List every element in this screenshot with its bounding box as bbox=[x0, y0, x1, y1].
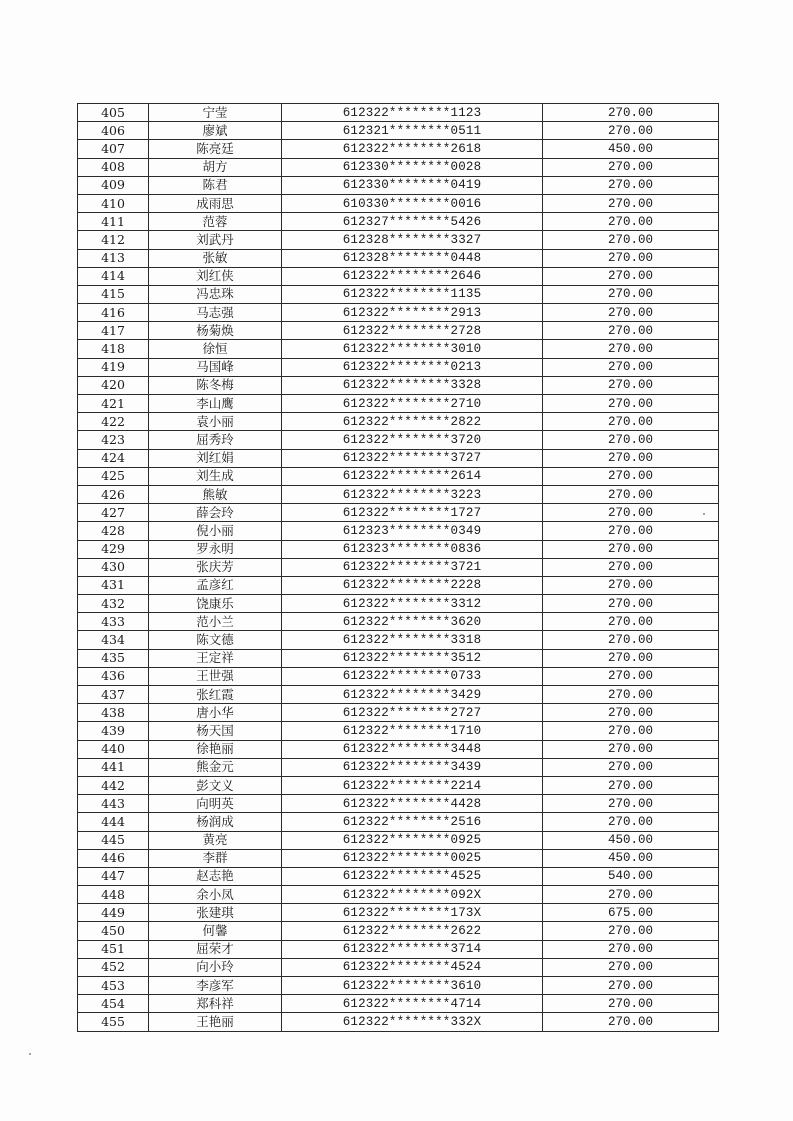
id-number-cell: 612321********0511 bbox=[282, 122, 543, 140]
name-cell: 刘武丹 bbox=[149, 231, 282, 249]
amount-cell: 675.00 bbox=[543, 904, 719, 922]
name-cell: 李群 bbox=[149, 849, 282, 867]
id-number-cell: 612322********173X bbox=[282, 904, 543, 922]
amount-cell: 450.00 bbox=[543, 849, 719, 867]
id-number-cell: 612322********3448 bbox=[282, 740, 543, 758]
amount-cell: 450.00 bbox=[543, 140, 719, 158]
row-number-cell: 424 bbox=[78, 449, 149, 467]
name-cell: 范蓉 bbox=[149, 213, 282, 231]
amount-cell: 270.00 bbox=[543, 813, 719, 831]
name-cell: 王艳丽 bbox=[149, 1013, 282, 1031]
row-number-cell: 455 bbox=[78, 1013, 149, 1031]
id-number-cell: 612322********0025 bbox=[282, 849, 543, 867]
table-row bbox=[78, 831, 719, 849]
name-cell: 张红霞 bbox=[149, 686, 282, 704]
id-number-cell: 612322********2228 bbox=[282, 576, 543, 594]
row-number-cell: 453 bbox=[78, 977, 149, 995]
name-cell: 胡方 bbox=[149, 158, 282, 176]
table-row bbox=[78, 358, 719, 376]
table-row bbox=[78, 740, 719, 758]
table-row bbox=[78, 631, 719, 649]
table-row bbox=[78, 940, 719, 958]
id-number-cell: 612322********2214 bbox=[282, 776, 543, 794]
amount-cell: 270.00 bbox=[543, 413, 719, 431]
name-cell: 冯忠珠 bbox=[149, 285, 282, 303]
table-row bbox=[78, 922, 719, 940]
name-cell: 杨菊焕 bbox=[149, 322, 282, 340]
row-number-cell: 425 bbox=[78, 467, 149, 485]
id-number-cell: 612322********092X bbox=[282, 886, 543, 904]
name-cell: 熊敏 bbox=[149, 485, 282, 503]
table-row bbox=[78, 558, 719, 576]
amount-cell: 270.00 bbox=[543, 194, 719, 212]
name-cell: 马国峰 bbox=[149, 358, 282, 376]
amount-cell: 270.00 bbox=[543, 576, 719, 594]
row-number-cell: 420 bbox=[78, 376, 149, 394]
id-number-cell: 612328********3327 bbox=[282, 231, 543, 249]
row-number-cell: 454 bbox=[78, 995, 149, 1013]
name-cell: 屈荣才 bbox=[149, 940, 282, 958]
table-row bbox=[78, 122, 719, 140]
name-cell: 薛会玲 bbox=[149, 504, 282, 522]
table-row bbox=[78, 340, 719, 358]
name-cell: 倪小丽 bbox=[149, 522, 282, 540]
table-row bbox=[78, 613, 719, 631]
row-number-cell: 409 bbox=[78, 176, 149, 194]
row-number-cell: 432 bbox=[78, 595, 149, 613]
row-number-cell: 440 bbox=[78, 740, 149, 758]
id-number-cell: 612322********2618 bbox=[282, 140, 543, 158]
amount-cell: 270.00 bbox=[543, 322, 719, 340]
row-number-cell: 446 bbox=[78, 849, 149, 867]
id-number-cell: 612322********3714 bbox=[282, 940, 543, 958]
amount-cell: 270.00 bbox=[543, 722, 719, 740]
row-number-cell: 426 bbox=[78, 485, 149, 503]
amount-cell: 270.00 bbox=[543, 995, 719, 1013]
id-number-cell: 612322********0733 bbox=[282, 667, 543, 685]
row-number-cell: 414 bbox=[78, 267, 149, 285]
table-row bbox=[78, 249, 719, 267]
name-cell: 赵志艳 bbox=[149, 867, 282, 885]
amount-cell: 540.00 bbox=[543, 867, 719, 885]
table-row bbox=[78, 467, 719, 485]
name-cell: 黄亮 bbox=[149, 831, 282, 849]
name-cell: 范小兰 bbox=[149, 613, 282, 631]
name-cell: 刘生成 bbox=[149, 467, 282, 485]
table-row bbox=[78, 904, 719, 922]
row-number-cell: 451 bbox=[78, 940, 149, 958]
row-number-cell: 422 bbox=[78, 413, 149, 431]
name-cell: 宁莹 bbox=[149, 104, 282, 122]
name-cell: 王世强 bbox=[149, 667, 282, 685]
id-number-cell: 612322********2728 bbox=[282, 322, 543, 340]
name-cell: 李山鹰 bbox=[149, 395, 282, 413]
amount-cell: 270.00 bbox=[543, 104, 719, 122]
id-number-cell: 612323********0836 bbox=[282, 540, 543, 558]
name-cell: 成雨思 bbox=[149, 194, 282, 212]
table-row bbox=[78, 977, 719, 995]
table-row bbox=[78, 686, 719, 704]
amount-cell: 270.00 bbox=[543, 467, 719, 485]
id-number-cell: 612322********4714 bbox=[282, 995, 543, 1013]
row-number-cell: 444 bbox=[78, 813, 149, 831]
amount-cell: 270.00 bbox=[543, 213, 719, 231]
name-cell: 王定祥 bbox=[149, 649, 282, 667]
table-row bbox=[78, 449, 719, 467]
table-row bbox=[78, 849, 719, 867]
amount-cell: 270.00 bbox=[543, 249, 719, 267]
name-cell: 陈文德 bbox=[149, 631, 282, 649]
id-number-cell: 612323********0349 bbox=[282, 522, 543, 540]
amount-cell: 270.00 bbox=[543, 886, 719, 904]
amount-cell: 270.00 bbox=[543, 522, 719, 540]
table-row bbox=[78, 886, 719, 904]
amount-cell: 270.00 bbox=[543, 267, 719, 285]
table-row bbox=[78, 776, 719, 794]
name-cell: 李彦军 bbox=[149, 977, 282, 995]
table-row bbox=[78, 504, 719, 522]
name-cell: 孟彦红 bbox=[149, 576, 282, 594]
amount-cell: 270.00 bbox=[543, 358, 719, 376]
id-number-cell: 612322********3429 bbox=[282, 686, 543, 704]
id-number-cell: 612330********0419 bbox=[282, 176, 543, 194]
name-cell: 张建琪 bbox=[149, 904, 282, 922]
table-row bbox=[78, 176, 719, 194]
table-row bbox=[78, 395, 719, 413]
row-number-cell: 417 bbox=[78, 322, 149, 340]
amount-cell: 270.00 bbox=[543, 395, 719, 413]
table-row bbox=[78, 813, 719, 831]
amount-cell: 270.00 bbox=[543, 231, 719, 249]
table-row bbox=[78, 431, 719, 449]
table-row bbox=[78, 867, 719, 885]
row-number-cell: 410 bbox=[78, 194, 149, 212]
amount-cell: 270.00 bbox=[543, 540, 719, 558]
table-row bbox=[78, 140, 719, 158]
row-number-cell: 447 bbox=[78, 867, 149, 885]
id-number-cell: 612322********2614 bbox=[282, 467, 543, 485]
name-cell: 陈冬梅 bbox=[149, 376, 282, 394]
row-number-cell: 436 bbox=[78, 667, 149, 685]
row-number-cell: 421 bbox=[78, 395, 149, 413]
roster-table bbox=[77, 103, 719, 1032]
row-number-cell: 415 bbox=[78, 285, 149, 303]
amount-cell: 270.00 bbox=[543, 340, 719, 358]
amount-cell: 270.00 bbox=[543, 649, 719, 667]
table-row bbox=[78, 722, 719, 740]
row-number-cell: 427 bbox=[78, 504, 149, 522]
name-cell: 彭文义 bbox=[149, 776, 282, 794]
id-number-cell: 610330********0016 bbox=[282, 194, 543, 212]
id-number-cell: 612322********2727 bbox=[282, 704, 543, 722]
id-number-cell: 612330********0028 bbox=[282, 158, 543, 176]
id-number-cell: 612322********2622 bbox=[282, 922, 543, 940]
table-row bbox=[78, 995, 719, 1013]
name-cell: 陈君 bbox=[149, 176, 282, 194]
id-number-cell: 612322********2646 bbox=[282, 267, 543, 285]
name-cell: 马志强 bbox=[149, 304, 282, 322]
name-cell: 陈亮廷 bbox=[149, 140, 282, 158]
name-cell: 饶康乐 bbox=[149, 595, 282, 613]
id-number-cell: 612322********2516 bbox=[282, 813, 543, 831]
id-number-cell: 612322********3328 bbox=[282, 376, 543, 394]
amount-cell: 270.00 bbox=[543, 158, 719, 176]
row-number-cell: 434 bbox=[78, 631, 149, 649]
table-row bbox=[78, 595, 719, 613]
amount-cell: 270.00 bbox=[543, 122, 719, 140]
id-number-cell: 612322********3720 bbox=[282, 431, 543, 449]
table-row bbox=[78, 285, 719, 303]
row-number-cell: 407 bbox=[78, 140, 149, 158]
amount-cell: 270.00 bbox=[543, 485, 719, 503]
name-cell: 罗永明 bbox=[149, 540, 282, 558]
table-row bbox=[78, 231, 719, 249]
id-number-cell: 612328********0448 bbox=[282, 249, 543, 267]
row-number-cell: 416 bbox=[78, 304, 149, 322]
table-row bbox=[78, 413, 719, 431]
name-cell: 刘红娟 bbox=[149, 449, 282, 467]
table-row bbox=[78, 795, 719, 813]
table-row bbox=[78, 958, 719, 976]
row-number-cell: 423 bbox=[78, 431, 149, 449]
row-number-cell: 449 bbox=[78, 904, 149, 922]
table-row bbox=[78, 322, 719, 340]
id-number-cell: 612322********4428 bbox=[282, 795, 543, 813]
row-number-cell: 405 bbox=[78, 104, 149, 122]
id-number-cell: 612322********3512 bbox=[282, 649, 543, 667]
name-cell: 张庆芳 bbox=[149, 558, 282, 576]
table-row bbox=[78, 158, 719, 176]
table-row bbox=[78, 104, 719, 122]
amount-cell: 270.00 bbox=[543, 704, 719, 722]
scan-speck bbox=[29, 1053, 31, 1055]
id-number-cell: 612322********332X bbox=[282, 1013, 543, 1031]
row-number-cell: 428 bbox=[78, 522, 149, 540]
row-number-cell: 441 bbox=[78, 758, 149, 776]
id-number-cell: 612322********4524 bbox=[282, 958, 543, 976]
table-row bbox=[78, 1013, 719, 1031]
table-row bbox=[78, 522, 719, 540]
amount-cell: 270.00 bbox=[543, 431, 719, 449]
amount-cell: 270.00 bbox=[543, 958, 719, 976]
id-number-cell: 612327********5426 bbox=[282, 213, 543, 231]
id-number-cell: 612322********4525 bbox=[282, 867, 543, 885]
amount-cell: 270.00 bbox=[543, 940, 719, 958]
name-cell: 张敏 bbox=[149, 249, 282, 267]
row-number-cell: 437 bbox=[78, 686, 149, 704]
id-number-cell: 612322********3620 bbox=[282, 613, 543, 631]
amount-cell: 270.00 bbox=[543, 631, 719, 649]
row-number-cell: 418 bbox=[78, 340, 149, 358]
row-number-cell: 430 bbox=[78, 558, 149, 576]
name-cell: 向小玲 bbox=[149, 958, 282, 976]
name-cell: 向明英 bbox=[149, 795, 282, 813]
table-row bbox=[78, 376, 719, 394]
amount-cell: 270.00 bbox=[543, 504, 719, 522]
row-number-cell: 406 bbox=[78, 122, 149, 140]
row-number-cell: 413 bbox=[78, 249, 149, 267]
amount-cell: 270.00 bbox=[543, 304, 719, 322]
row-number-cell: 429 bbox=[78, 540, 149, 558]
name-cell: 余小凤 bbox=[149, 886, 282, 904]
row-number-cell: 412 bbox=[78, 231, 149, 249]
name-cell: 廖斌 bbox=[149, 122, 282, 140]
row-number-cell: 443 bbox=[78, 795, 149, 813]
id-number-cell: 612322********0213 bbox=[282, 358, 543, 376]
table-row bbox=[78, 667, 719, 685]
amount-cell: 270.00 bbox=[543, 558, 719, 576]
amount-cell: 270.00 bbox=[543, 686, 719, 704]
row-number-cell: 419 bbox=[78, 358, 149, 376]
name-cell: 徐艳丽 bbox=[149, 740, 282, 758]
table-row bbox=[78, 758, 719, 776]
amount-cell: 270.00 bbox=[543, 795, 719, 813]
name-cell: 屈秀玲 bbox=[149, 431, 282, 449]
amount-cell: 270.00 bbox=[543, 595, 719, 613]
id-number-cell: 612322********2913 bbox=[282, 304, 543, 322]
row-number-cell: 433 bbox=[78, 613, 149, 631]
id-number-cell: 612322********1135 bbox=[282, 285, 543, 303]
name-cell: 刘红侠 bbox=[149, 267, 282, 285]
row-number-cell: 438 bbox=[78, 704, 149, 722]
amount-cell: 270.00 bbox=[543, 613, 719, 631]
id-number-cell: 612322********3721 bbox=[282, 558, 543, 576]
row-number-cell: 408 bbox=[78, 158, 149, 176]
table-row bbox=[78, 649, 719, 667]
table-row bbox=[78, 576, 719, 594]
row-number-cell: 439 bbox=[78, 722, 149, 740]
id-number-cell: 612322********3223 bbox=[282, 485, 543, 503]
row-number-cell: 452 bbox=[78, 958, 149, 976]
name-cell: 袁小丽 bbox=[149, 413, 282, 431]
row-number-cell: 431 bbox=[78, 576, 149, 594]
amount-cell: 270.00 bbox=[543, 1013, 719, 1031]
name-cell: 唐小华 bbox=[149, 704, 282, 722]
id-number-cell: 612322********0925 bbox=[282, 831, 543, 849]
name-cell: 何馨 bbox=[149, 922, 282, 940]
table-row bbox=[78, 540, 719, 558]
id-number-cell: 612322********2710 bbox=[282, 395, 543, 413]
roster-body bbox=[78, 104, 719, 1032]
amount-cell: 270.00 bbox=[543, 977, 719, 995]
amount-cell: 270.00 bbox=[543, 922, 719, 940]
row-number-cell: 450 bbox=[78, 922, 149, 940]
amount-cell: 270.00 bbox=[543, 376, 719, 394]
row-number-cell: 448 bbox=[78, 886, 149, 904]
table-row bbox=[78, 194, 719, 212]
amount-cell: 270.00 bbox=[543, 285, 719, 303]
id-number-cell: 612322********3010 bbox=[282, 340, 543, 358]
amount-cell: 450.00 bbox=[543, 831, 719, 849]
amount-cell: 270.00 bbox=[543, 449, 719, 467]
id-number-cell: 612322********3439 bbox=[282, 758, 543, 776]
id-number-cell: 612322********1123 bbox=[282, 104, 543, 122]
table-row bbox=[78, 485, 719, 503]
id-number-cell: 612322********2822 bbox=[282, 413, 543, 431]
id-number-cell: 612322********3312 bbox=[282, 595, 543, 613]
amount-cell: 270.00 bbox=[543, 667, 719, 685]
row-number-cell: 411 bbox=[78, 213, 149, 231]
name-cell: 杨天国 bbox=[149, 722, 282, 740]
name-cell: 熊金元 bbox=[149, 758, 282, 776]
name-cell: 徐恒 bbox=[149, 340, 282, 358]
table-row bbox=[78, 213, 719, 231]
table-row bbox=[78, 267, 719, 285]
amount-cell: 270.00 bbox=[543, 758, 719, 776]
row-number-cell: 442 bbox=[78, 776, 149, 794]
id-number-cell: 612322********1710 bbox=[282, 722, 543, 740]
scan-speck bbox=[703, 513, 705, 515]
amount-cell: 270.00 bbox=[543, 740, 719, 758]
id-number-cell: 612322********3318 bbox=[282, 631, 543, 649]
table-row bbox=[78, 704, 719, 722]
name-cell: 杨润成 bbox=[149, 813, 282, 831]
amount-cell: 270.00 bbox=[543, 776, 719, 794]
name-cell: 郑科祥 bbox=[149, 995, 282, 1013]
row-number-cell: 435 bbox=[78, 649, 149, 667]
table-row bbox=[78, 304, 719, 322]
id-number-cell: 612322********1727 bbox=[282, 504, 543, 522]
id-number-cell: 612322********3727 bbox=[282, 449, 543, 467]
id-number-cell: 612322********3610 bbox=[282, 977, 543, 995]
row-number-cell: 445 bbox=[78, 831, 149, 849]
amount-cell: 270.00 bbox=[543, 176, 719, 194]
